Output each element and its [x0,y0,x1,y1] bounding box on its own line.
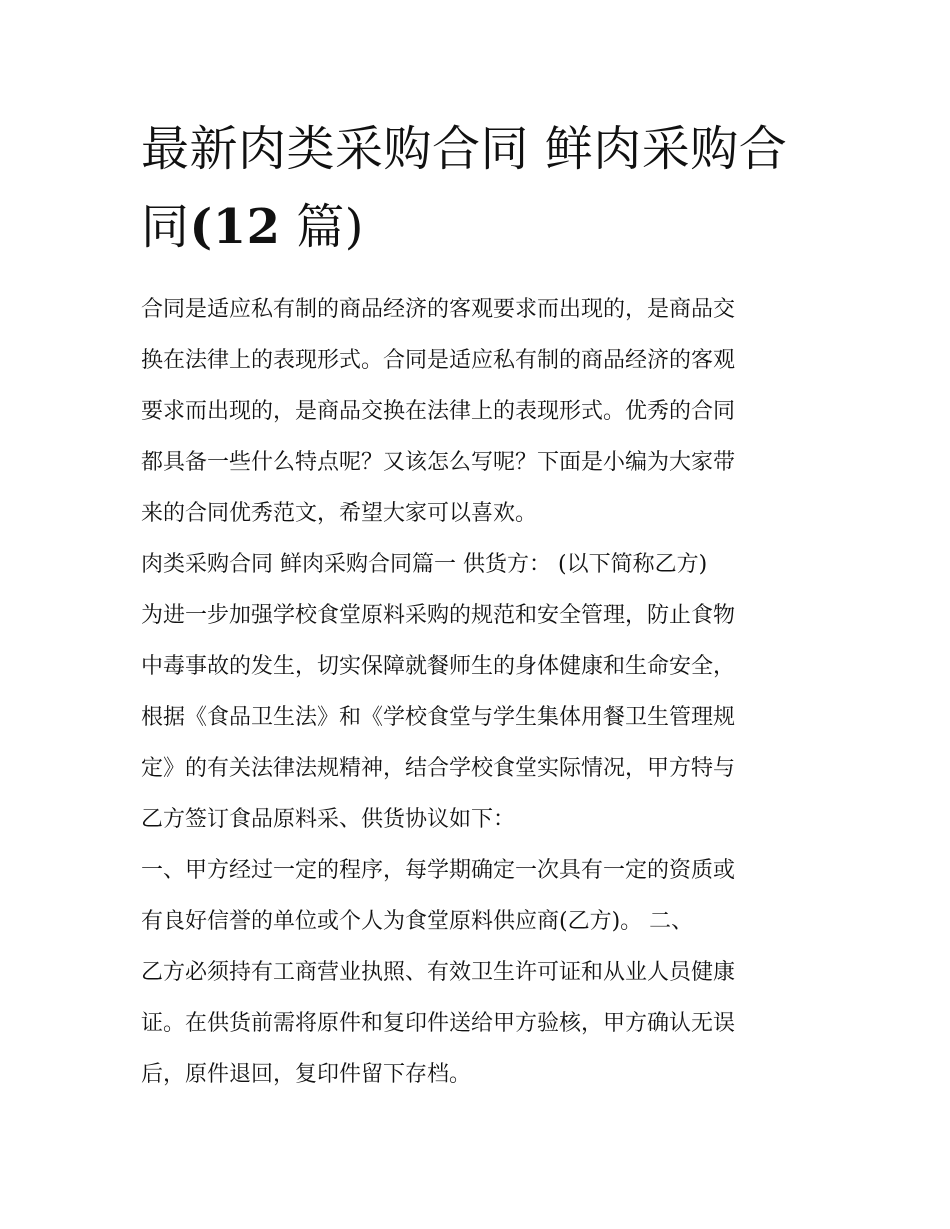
paragraph-line: 有良好信誉的单位或个人为食堂原料供应商(乙方)。 二、 [141,909,694,934]
paragraph-line: 乙方必须持有工商营业执照、有效卫生许可证和从业人员健康 [141,960,736,985]
paragraph-line: 证。在供货前需将原件和复印件送给甲方验核，甲方确认无误 [141,1011,736,1036]
title-line-2-prefix: 同 [141,199,190,255]
document-title [141,110,821,266]
paragraph-line: 合同是适应私有制的商品经济的客观要求而出现的，是商品交 [141,297,736,322]
paragraph-line: 一、甲方经过一定的程序，每学期确定一次具有一定的资质或 [141,858,736,883]
title-line-1: 最新肉类采购合同 鲜肉采购合 [141,121,788,177]
paragraph-line: 要求而出现的，是商品交换在法律上的表现形式。优秀的合同 [141,399,736,424]
clause-two-paragraph [141,947,821,1100]
paragraph-line: 换在法律上的表现形式。合同是适应私有制的商品经济的客观 [141,348,736,373]
intro-paragraph [141,284,821,539]
paragraph-line: 乙方签订食品原料采、供货协议如下： [141,807,516,832]
title-count: (12 [189,199,281,255]
paragraph-line: 后，原件退回，复印件留下存档。 [141,1062,472,1087]
clause-one-paragraph [141,845,821,947]
purpose-paragraph [141,590,821,845]
paragraph-line: 为进一步加强学校食堂原料采购的规范和安全管理，防止食物 [141,603,736,628]
title-line-2-suffix: 篇) [280,199,365,255]
paragraph-line: 肉类采购合同 鲜肉采购合同篇一 供货方： (以下简称乙方) [141,552,708,577]
paragraph-line: 都具备一些什么特点呢？又该怎么写呢？下面是小编为大家带 [141,450,736,475]
paragraph-line: 中毒事故的发生，切实保障就餐师生的身体健康和生命安全， [141,654,736,679]
title-line-2 [141,188,821,266]
paragraph-line: 定》的有关法律法规精神，结合学校食堂实际情况，甲方特与 [141,756,736,781]
section-heading [141,539,821,590]
paragraph-line: 根据《食品卫生法》和《学校食堂与学生集体用餐卫生管理规 [141,705,736,730]
document-body [141,110,821,1100]
paragraph-line: 来的合同优秀范文，希望大家可以喜欢。 [141,501,538,526]
